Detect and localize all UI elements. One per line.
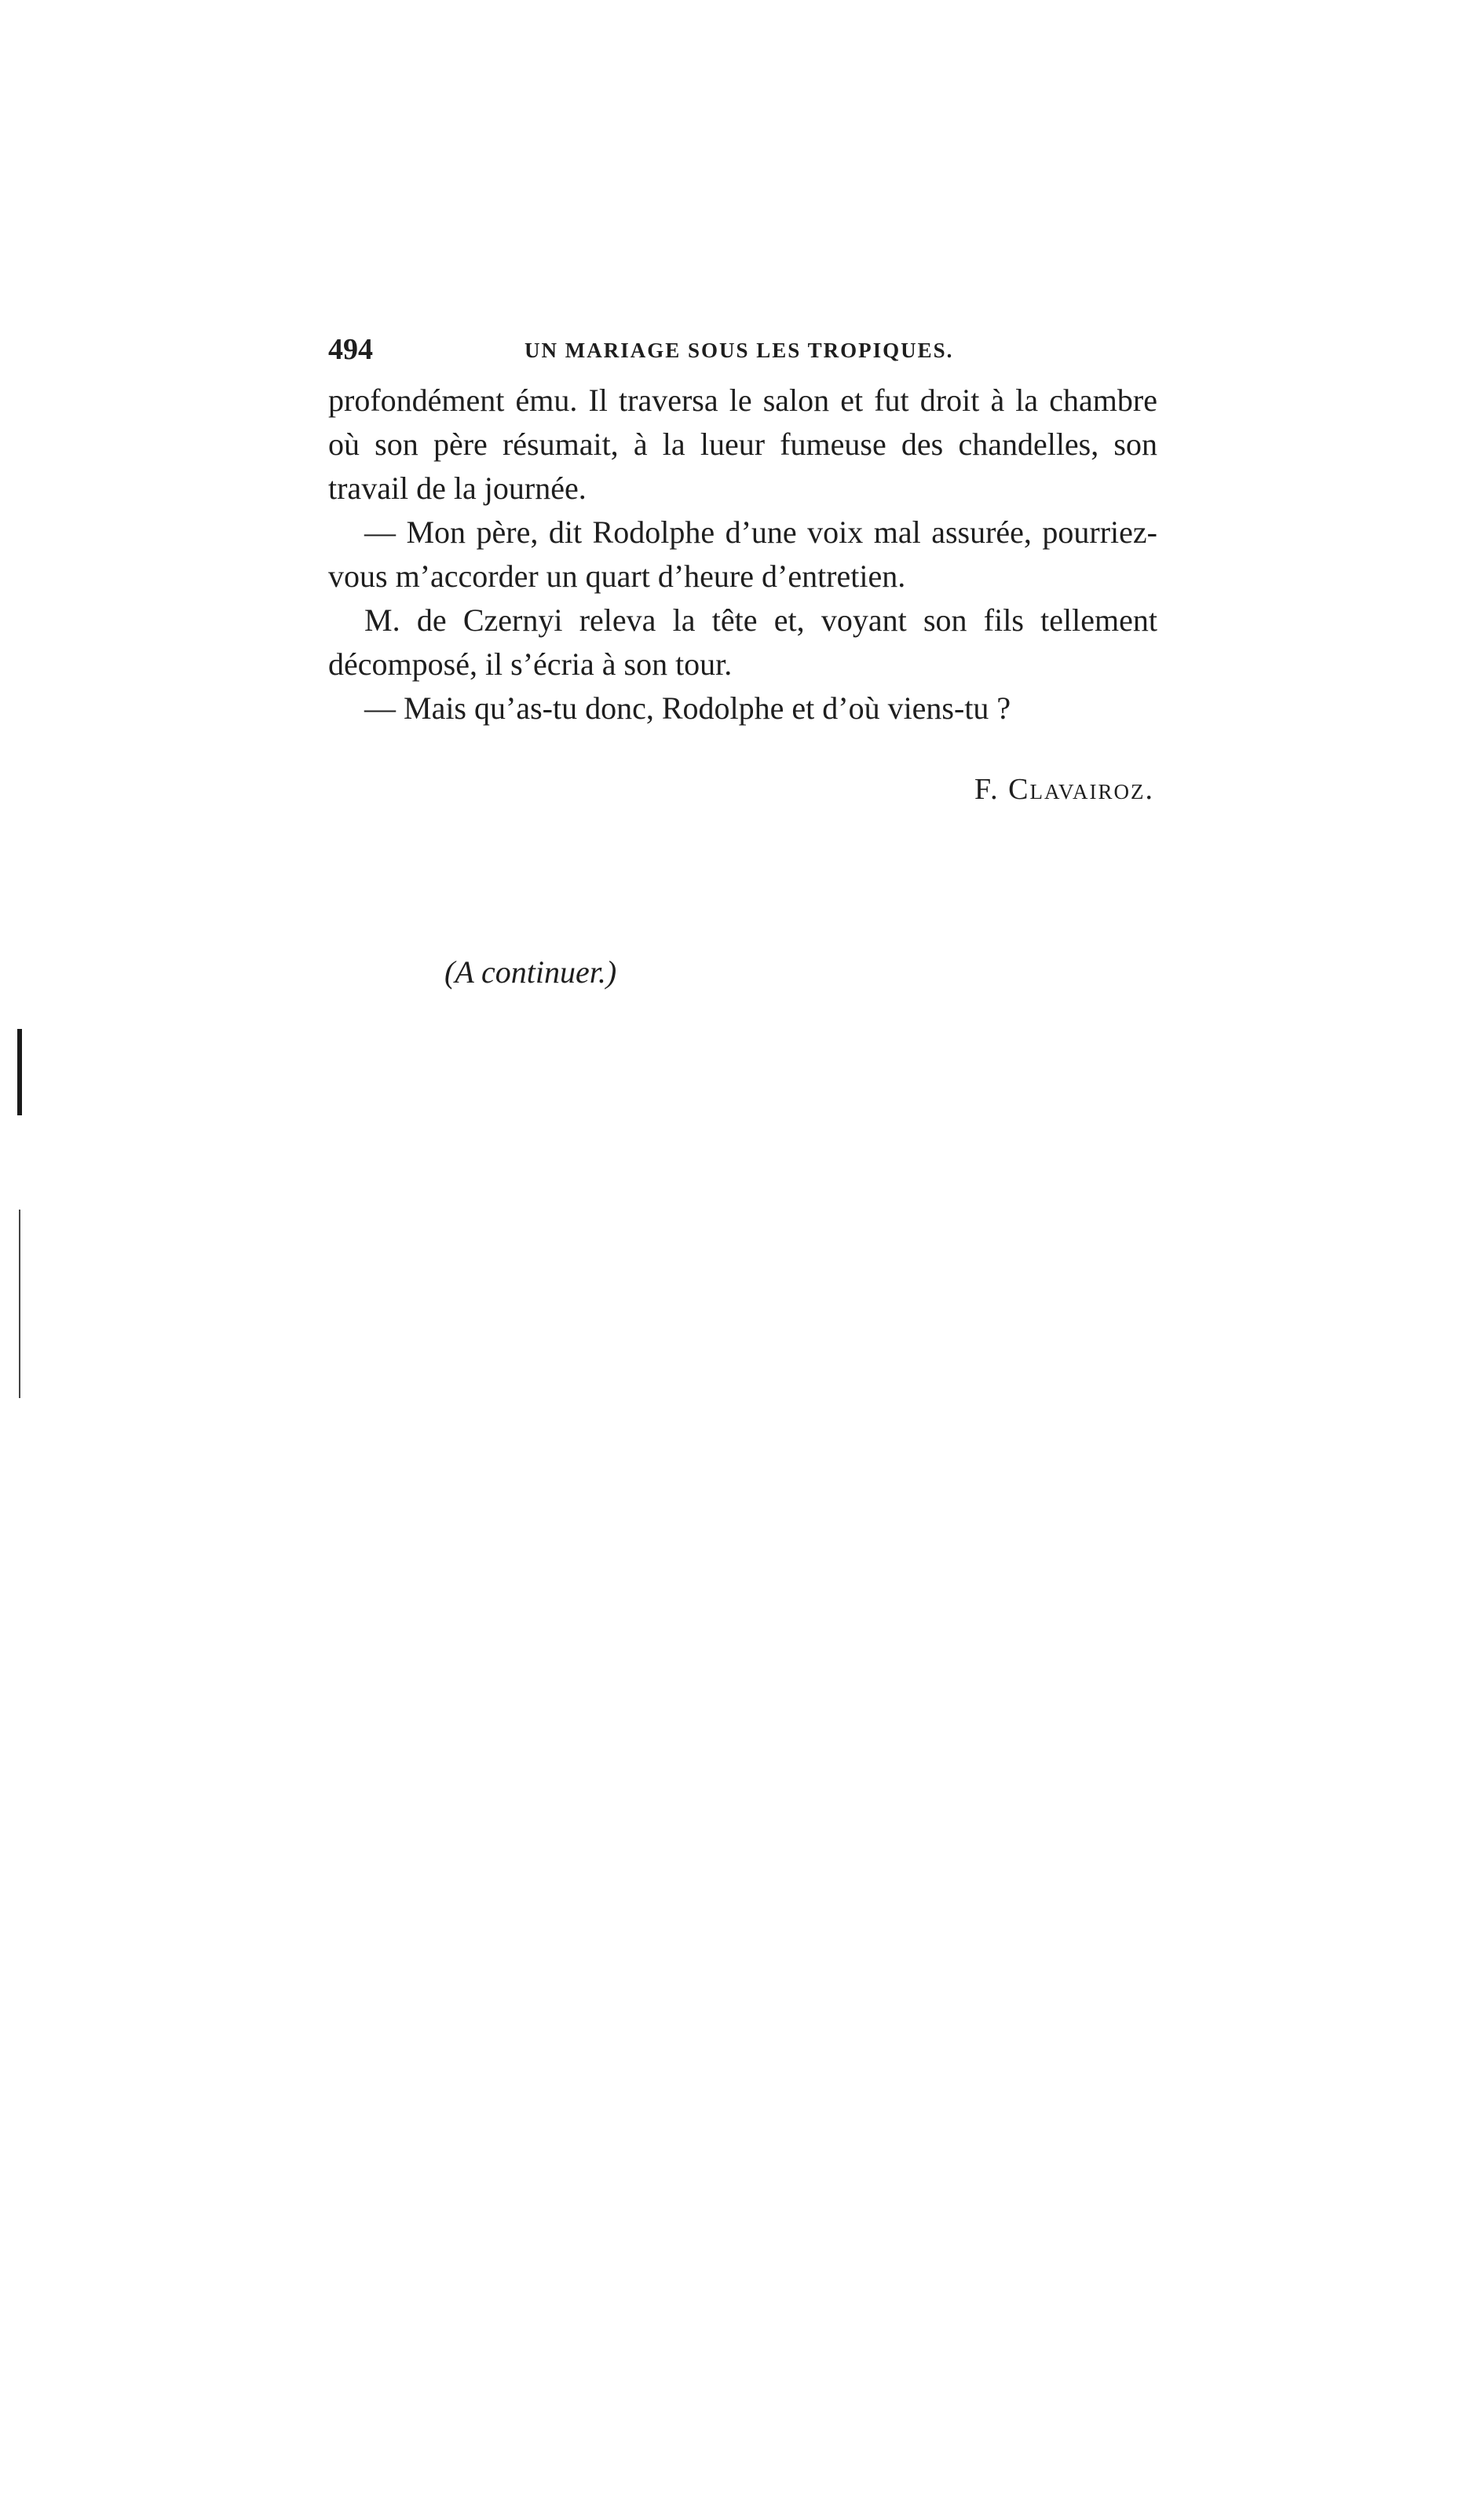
paragraph: profondément ému. Il traversa le salon et fut droit à la chambre où son père résumait, à la lueur fumeuse des chandelles, son travail de la journée. bbox=[328, 383, 1157, 506]
binding-edge-line bbox=[19, 1210, 20, 1398]
paragraph: M. de Czernyi releva la tête et, voyant son fils tellement décomposé, il s’écria à son tour. bbox=[328, 602, 1157, 682]
running-title: UN MARIAGE SOUS LES TROPIQUES. bbox=[525, 339, 954, 362]
page-number: 494 bbox=[328, 333, 373, 366]
body-text bbox=[328, 379, 1157, 730]
continuation-note: (A continuer.) bbox=[444, 954, 617, 990]
paragraph: — Mais qu’as-tu donc, Rodolphe et d’où viens-tu ? bbox=[364, 690, 1011, 726]
paragraph: — Mon père, dit Rodolphe d’une voix mal assurée, pourriez-vous m’accorder un quart d’heure d’entretien. bbox=[328, 514, 1157, 594]
running-head bbox=[328, 330, 1161, 369]
binding-edge-mark bbox=[17, 1029, 22, 1115]
author-signature: F. Clavairoz. bbox=[974, 773, 1154, 806]
